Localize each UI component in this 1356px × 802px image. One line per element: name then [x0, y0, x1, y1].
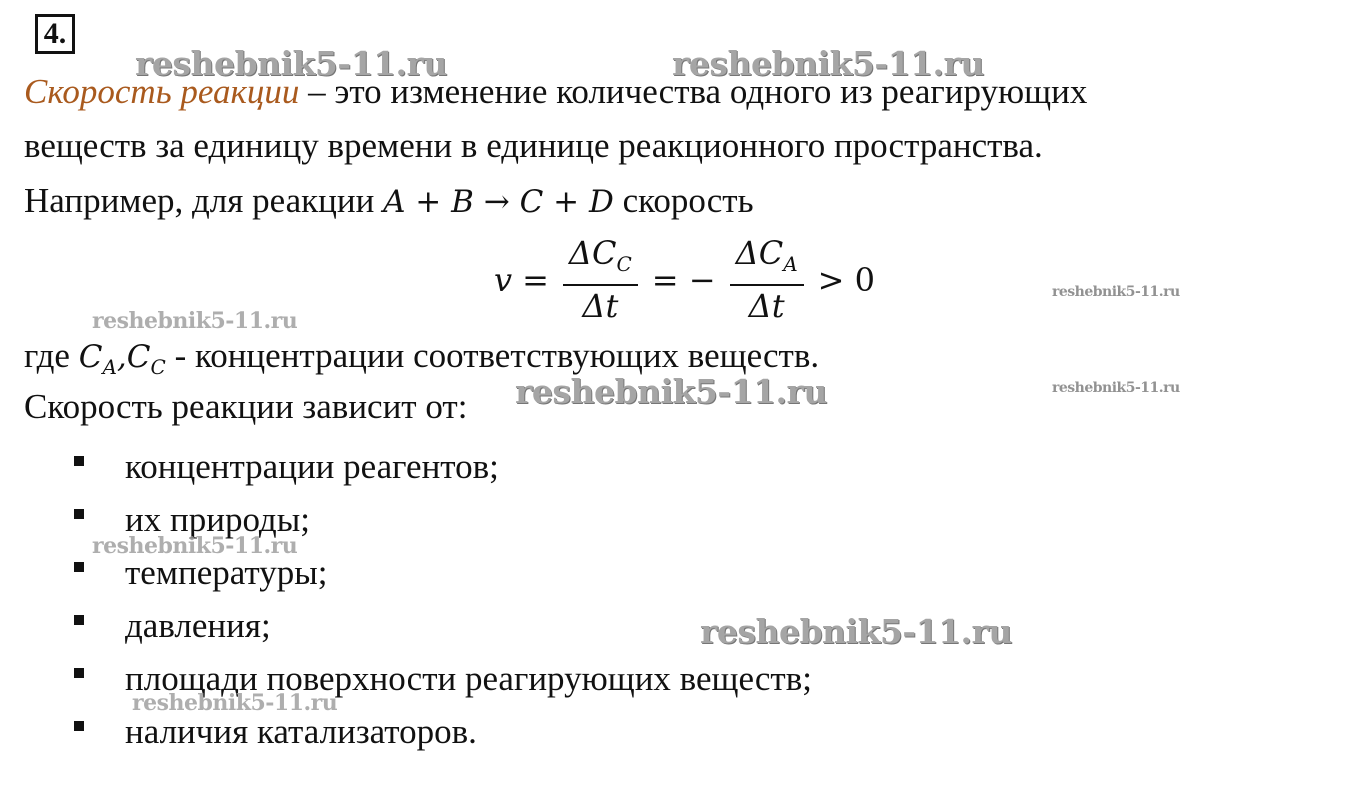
watermark: reshebnik5-11.ru	[700, 612, 1012, 651]
intro-definition: – это изменение количества одного из реагирующих	[299, 72, 1088, 111]
list-item: давления;	[74, 599, 812, 652]
bullet-square-icon	[74, 456, 84, 466]
example-prefix: Например, для реакции	[24, 181, 384, 220]
fraction-reagent-denominator: Δt	[748, 287, 785, 325]
formula-rhs: > 0	[817, 260, 875, 299]
bullet-square-icon	[74, 509, 84, 519]
watermark: reshebnik5-11.ru	[92, 308, 298, 334]
defined-term: Скорость реакции	[24, 72, 300, 111]
formula-eq2: = −	[651, 260, 716, 299]
fraction-product	[563, 233, 638, 326]
watermark: reshebnik5-11.ru	[1052, 380, 1180, 396]
list-item: площади поверхности реагирующих веществ;	[74, 652, 812, 705]
fraction-reagent	[730, 233, 804, 326]
list-item: концентрации реагентов;	[74, 440, 812, 493]
fraction-product-denominator: Δt	[582, 287, 619, 325]
formula-lhs: v	[494, 260, 513, 299]
bullet-square-icon	[74, 615, 84, 625]
watermark: reshebnik5-11.ru	[672, 44, 984, 83]
conc-c: $C_C$	[126, 339, 166, 379]
fraction-product-numerator: $\Delta C_C$	[563, 233, 638, 286]
bullet-square-icon	[74, 562, 84, 572]
watermark: reshebnik5-11.ru	[92, 533, 298, 559]
bullet-square-icon	[74, 721, 84, 731]
watermark: reshebnik5-11.ru	[515, 372, 827, 411]
list-item: их природы;	[74, 493, 812, 546]
where-line: где $C_A,C_C$ - концентрации соответствующих веществ.	[24, 336, 820, 379]
watermark: reshebnik5-11.ru	[1052, 284, 1180, 300]
bullet-square-icon	[74, 668, 84, 678]
list-item: наличия катализаторов.	[74, 705, 812, 758]
formula-eq1: =	[522, 260, 549, 299]
example-suffix: скорость	[613, 181, 754, 220]
rate-formula	[494, 232, 885, 327]
example-line	[24, 181, 754, 222]
conc-a: $C_A$	[78, 339, 117, 379]
depends-title: Скорость реакции зависит от:	[24, 387, 468, 426]
task-number: 4.	[35, 14, 75, 54]
fraction-reagent-numerator: $\Delta C_A$	[730, 233, 804, 286]
watermark: reshebnik5-11.ru	[132, 690, 338, 716]
where-suffix: - концентрации соответствующих веществ.	[165, 336, 820, 375]
reaction-equation: A + B → C + D	[383, 184, 614, 220]
list-item: температуры;	[74, 546, 812, 599]
where-prefix: где	[24, 336, 79, 375]
intro-line-2: веществ за единицу времени в единице реакционного пространства.	[24, 126, 1043, 165]
watermark: reshebnik5-11.ru	[135, 44, 447, 83]
